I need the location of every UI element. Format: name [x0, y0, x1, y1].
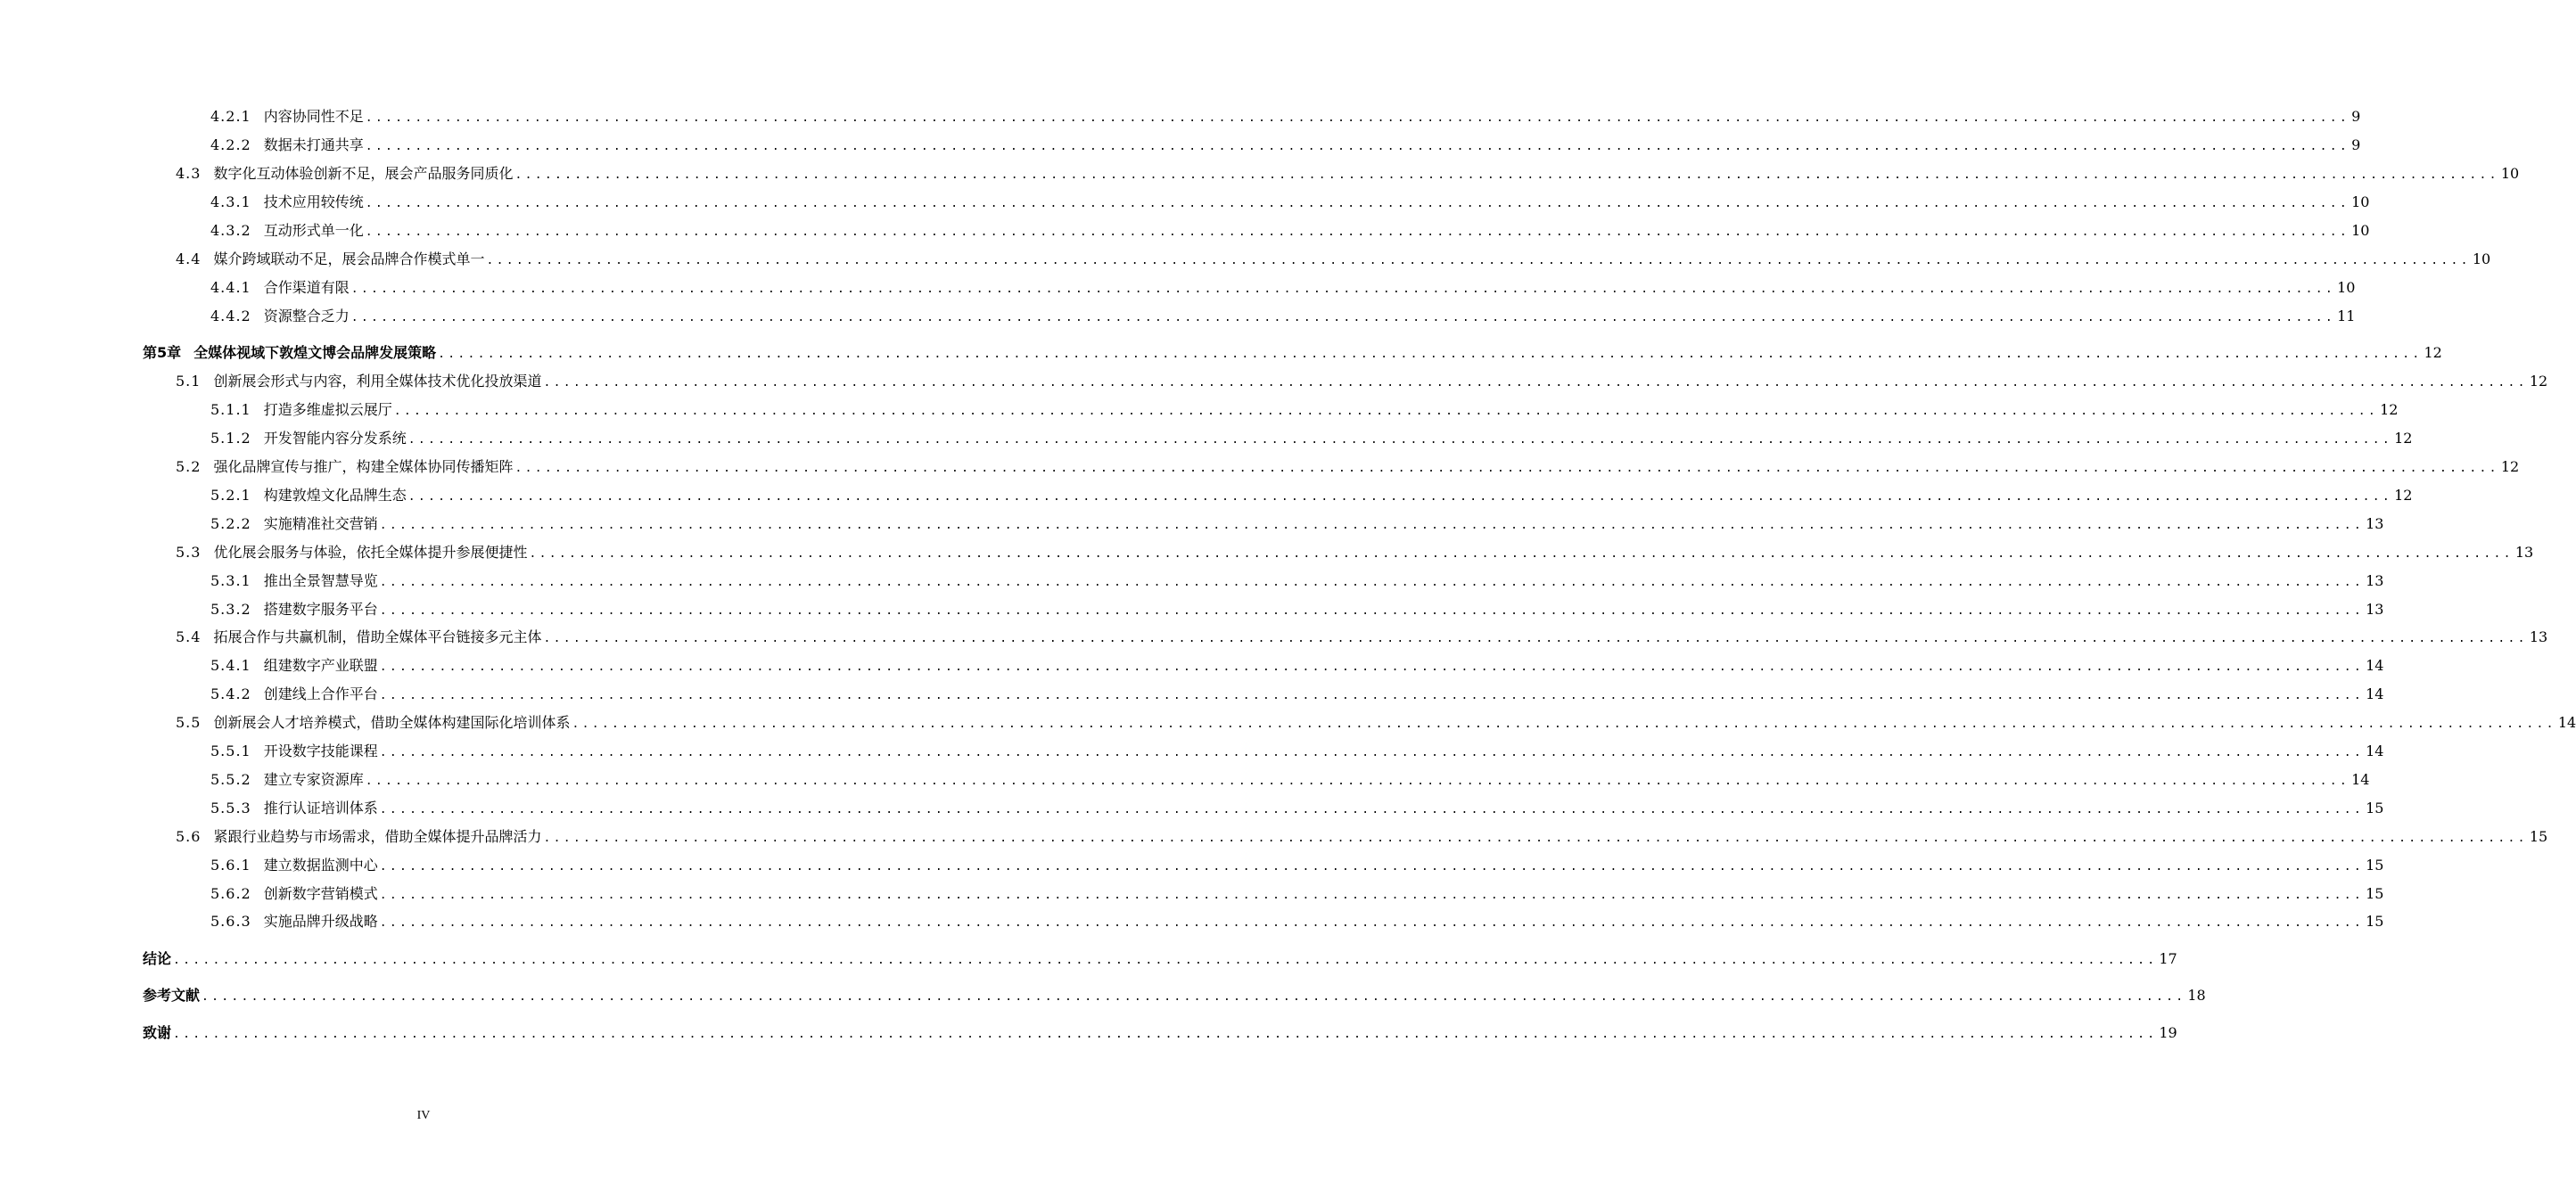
toc-entry-title: 致谢	[143, 1024, 172, 1041]
toc-entry	[176, 713, 2576, 734]
toc-entry-title: 互动形式单一化	[263, 222, 364, 239]
toc-entry-page: 11	[2337, 308, 2356, 324]
toc-entry-page: 14	[2351, 771, 2370, 788]
toc-entry-title: 建立数据监测中心	[263, 857, 378, 874]
toc-entry-page: 13	[2366, 601, 2384, 618]
toc-entry-number: 5.3.2	[210, 601, 251, 618]
toc-entry-title: 创新展会人才培养模式，借助全媒体构建国际化培训体系	[213, 714, 571, 731]
toc-entry-number: 5.4.2	[210, 685, 251, 702]
toc-entry	[210, 856, 2384, 877]
toc-entry	[210, 571, 2384, 593]
toc-entry-page: 10	[2337, 279, 2356, 296]
toc-entry-number: 5.5.1	[210, 743, 251, 759]
toc-leader-dots: ........................................................................................................................................................................................................	[350, 283, 2336, 296]
toc-entry-title: 推出全景智慧导览	[263, 572, 378, 589]
toc-entry	[210, 307, 2356, 328]
toc-entry	[210, 912, 2384, 933]
toc-entry-title: 强化品牌宣传与推广，构建全媒体协同传播矩阵	[213, 458, 514, 475]
toc-leader-dots: ........................................................................................................................................................................................................	[407, 433, 2393, 447]
toc-entry-page: 13	[2366, 515, 2384, 532]
toc-entry-title: 打造多维虚拟云展厅	[263, 401, 392, 418]
toc-entry-number: 5.6.3	[210, 913, 251, 930]
toc-leader-dots: ........................................................................................................................................................................................................	[379, 803, 2365, 816]
toc-leader-dots: ........................................................................................................................................................................................................	[365, 140, 2350, 153]
toc-entry	[210, 278, 2356, 300]
toc-entry-title: 参考文献	[143, 987, 201, 1004]
toc-entry-title: 紧跟行业趋势与市场需求，借助全媒体提升品牌活力	[213, 828, 542, 845]
toc-entry-title: 推行认证培训体系	[263, 800, 378, 816]
toc-entry-title: 创新展会形式与内容，利用全媒体技术优化投放渠道	[213, 373, 542, 390]
toc-entry-page: 14	[2557, 714, 2576, 731]
toc-entry-number: 4.2.2	[210, 136, 251, 153]
toc-leader-dots: ........................................................................................................................................................................................................	[365, 775, 2350, 788]
toc-leader-dots: ........................................................................................................................................................................................................	[514, 462, 2499, 475]
toc-entry	[176, 250, 2491, 271]
toc-leader-dots: ........................................................................................................................................................................................................	[365, 111, 2350, 125]
toc-entry	[210, 135, 2361, 157]
toc-entry-title: 组建数字产业联盟	[263, 657, 378, 674]
toc-entry-page: 10	[2500, 165, 2520, 182]
toc-entry-number: 5.6.2	[210, 885, 251, 902]
toc-entry-page: 15	[2366, 885, 2384, 902]
toc-entry-number: 5.5.2	[210, 771, 251, 788]
toc-entry-title: 开发智能内容分发系统	[263, 430, 407, 447]
toc-entry	[176, 628, 2548, 649]
toc-entry	[210, 486, 2413, 507]
toc-entry	[176, 543, 2534, 564]
toc-entry-title: 创建线上合作平台	[263, 685, 378, 702]
toc-entry-number: 5.4.1	[210, 657, 251, 674]
toc-entry	[176, 457, 2520, 479]
toc-entry	[210, 107, 2361, 128]
toc-entry-number: 4.3.1	[210, 193, 251, 210]
toc-entry-page: 15	[2366, 913, 2384, 930]
toc-leader-dots: ........................................................................................................................................................................................................	[514, 168, 2499, 182]
toc-entry-page: 12	[2500, 458, 2520, 475]
toc-entry-number: 5.2.1	[210, 487, 251, 504]
toc-entry-number: 5.6	[176, 828, 202, 845]
toc-entry-page: 12	[2394, 487, 2413, 504]
toc-entry-page: 19	[2159, 1024, 2177, 1041]
toc-entry-title: 数据未打通共享	[263, 136, 364, 153]
toc-leader-dots: ........................................................................................................................................................................................................	[379, 576, 2365, 589]
toc-leader-dots: ........................................................................................................................................................................................................	[379, 661, 2365, 674]
toc-entry-page: 15	[2366, 857, 2384, 874]
toc-leader-dots: ........................................................................................................................................................................................................	[379, 889, 2365, 902]
toc-entry-title: 资源整合乏力	[263, 308, 350, 324]
toc-entry	[210, 656, 2384, 677]
toc-entry	[143, 343, 2442, 365]
toc-entry-page: 12	[2529, 373, 2548, 390]
toc-entry	[143, 986, 2206, 1007]
toc-leader-dots: ........................................................................................................................................................................................................	[173, 1028, 2158, 1041]
toc-entry	[210, 221, 2370, 242]
toc-leader-dots: ........................................................................................................................................................................................................	[202, 990, 2186, 1004]
toc-entry-number: 5.1.1	[210, 401, 251, 418]
toc-entry-page: 13	[2514, 544, 2534, 561]
toc-entry-title: 开设数字技能课程	[263, 743, 378, 759]
toc-entry	[210, 400, 2399, 422]
toc-entry-page: 13	[2366, 572, 2384, 589]
toc-leader-dots: ........................................................................................................................................................................................................	[379, 689, 2365, 702]
toc-entry-number: 5.5.3	[210, 800, 251, 816]
toc-entry-number: 5.5	[176, 714, 202, 731]
toc-leader-dots: ........................................................................................................................................................................................................	[365, 226, 2350, 239]
toc-leader-dots: ........................................................................................................................................................................................................	[173, 954, 2158, 967]
toc-leader-dots: ........................................................................................................................................................................................................	[379, 860, 2365, 874]
toc-leader-dots: ........................................................................................................................................................................................................	[543, 376, 2528, 390]
toc-entry-title: 合作渠道有限	[263, 279, 350, 296]
toc-entry-page: 10	[2472, 250, 2491, 267]
toc-entry-number: 5.3.1	[210, 572, 251, 589]
toc-entry-page: 17	[2159, 950, 2177, 967]
toc-leader-dots: ........................................................................................................................................................................................................	[365, 197, 2350, 210]
toc-leader-dots: ........................................................................................................................................................................................................	[543, 832, 2528, 845]
toc-entry-title: 结论	[143, 950, 172, 967]
toc-entry-title: 搭建数字服务平台	[263, 601, 378, 618]
toc-entry-page: 15	[2529, 828, 2548, 845]
toc-entry-title: 建立专家资源库	[263, 771, 364, 788]
toc-entry-number: 第5章	[143, 344, 182, 361]
toc-entry-page: 10	[2351, 193, 2370, 210]
toc-entry	[210, 514, 2384, 536]
toc-entry-number: 4.4.2	[210, 308, 251, 324]
toc-leader-dots: ........................................................................................................................................................................................................	[486, 254, 2471, 267]
toc-entry-page: 9	[2351, 108, 2361, 125]
toc-entry-title: 优化展会服务与体验，依托全媒体提升参展便捷性	[213, 544, 528, 561]
toc-entry	[143, 1023, 2177, 1045]
toc-entry-title: 构建敦煌文化品牌生态	[263, 487, 407, 504]
toc-entry-title: 创新数字营销模式	[263, 885, 378, 902]
toc-entry-page: 10	[2351, 222, 2370, 239]
toc-entry-number: 5.4	[176, 628, 202, 645]
toc-leader-dots: ........................................................................................................................................................................................................	[529, 547, 2514, 561]
toc-entry-number: 4.4	[176, 250, 202, 267]
toc-entry-page: 14	[2366, 743, 2384, 759]
toc-entry-page: 12	[2394, 430, 2413, 447]
toc-entry-number: 5.2	[176, 458, 202, 475]
toc-entry	[210, 429, 2413, 450]
toc-entry-number: 5.1	[176, 373, 202, 390]
toc-entry-title: 媒介跨域联动不足，展会品牌合作模式单一	[213, 250, 485, 267]
toc-entry-page: 15	[2366, 800, 2384, 816]
toc-entry	[176, 827, 2548, 849]
toc-leader-dots: ........................................................................................................................................................................................................	[393, 405, 2379, 418]
toc-entry-page: 12	[2424, 344, 2442, 361]
toc-entry-title: 实施品牌升级战略	[263, 913, 378, 930]
toc-entry-page: 14	[2366, 685, 2384, 702]
toc-entry	[210, 770, 2370, 792]
toc-entry	[210, 600, 2384, 621]
toc-leader-dots: ........................................................................................................................................................................................................	[379, 604, 2365, 618]
toc-leader-dots: ........................................................................................................................................................................................................	[350, 311, 2336, 324]
toc-entry-title: 全媒体视域下敦煌文博会品牌发展策略	[193, 344, 437, 361]
toc-leader-dots: ........................................................................................................................................................................................................	[407, 490, 2393, 504]
toc-entry-number: 5.1.2	[210, 430, 251, 447]
toc-leader-dots: ........................................................................................................................................................................................................	[379, 519, 2365, 532]
toc-entry-title: 数字化互动体验创新不足，展会产品服务同质化	[213, 165, 514, 182]
toc-entry	[210, 884, 2384, 906]
toc-entry-title: 技术应用较传统	[263, 193, 364, 210]
toc-entry-page: 12	[2380, 401, 2399, 418]
page-number: IV	[416, 1109, 431, 1122]
toc-entry-title: 实施精准社交营销	[263, 515, 378, 532]
toc-leader-dots: ........................................................................................................................................................................................................	[438, 348, 2423, 361]
toc-entry	[210, 685, 2384, 706]
toc-entry-title: 内容协同性不足	[263, 108, 364, 125]
toc-entry-page: 14	[2366, 657, 2384, 674]
toc-leader-dots: ........................................................................................................................................................................................................	[572, 718, 2556, 731]
toc-entry-number: 4.2.1	[210, 108, 251, 125]
toc-entry-page: 18	[2187, 987, 2206, 1004]
toc-entry-number: 4.4.1	[210, 279, 251, 296]
toc-entry	[210, 742, 2384, 763]
toc-entry	[176, 372, 2548, 393]
toc-entry-number: 4.3.2	[210, 222, 251, 239]
toc-entry	[210, 193, 2370, 214]
toc-entry-title: 拓展合作与共赢机制，借助全媒体平台链接多元主体	[213, 628, 542, 645]
toc-entry-number: 4.3	[176, 165, 202, 182]
toc-leader-dots: ........................................................................................................................................................................................................	[543, 632, 2528, 645]
toc-entry-number: 5.2.2	[210, 515, 251, 532]
toc-entry	[176, 164, 2520, 185]
toc-entry-number: 5.3	[176, 544, 202, 561]
toc-leader-dots: ........................................................................................................................................................................................................	[379, 746, 2365, 759]
toc-leader-dots: ........................................................................................................................................................................................................	[379, 916, 2365, 930]
toc-entry-page: 9	[2351, 136, 2361, 153]
toc-entry	[143, 949, 2177, 971]
toc-entry	[210, 799, 2384, 820]
toc-entry-number: 5.6.1	[210, 857, 251, 874]
toc-entry-page: 13	[2529, 628, 2548, 645]
